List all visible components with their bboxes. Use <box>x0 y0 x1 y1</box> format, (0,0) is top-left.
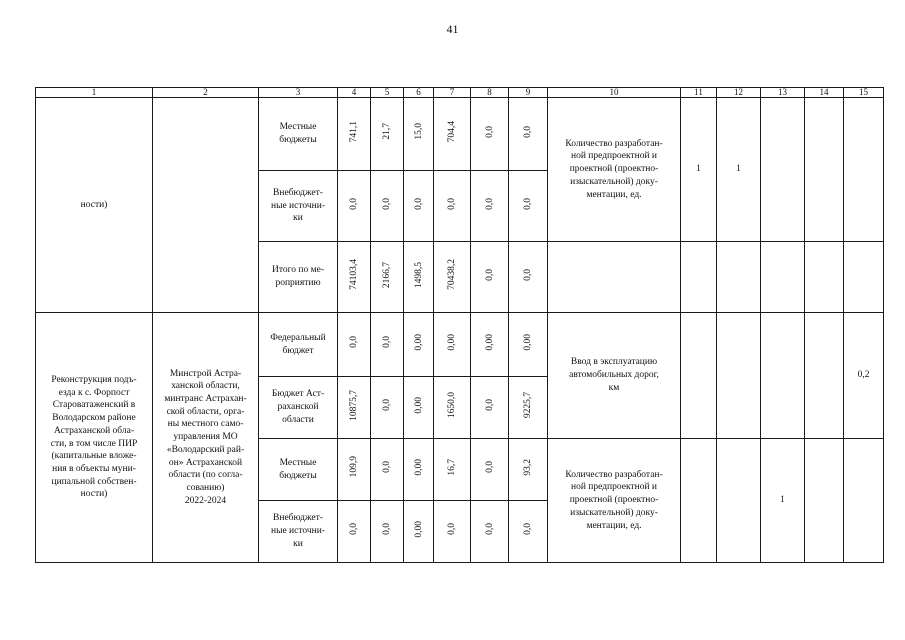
indicator-col15-cell <box>844 439 884 563</box>
value-text: 0,0 <box>349 336 359 349</box>
value-col6-cell <box>404 242 434 313</box>
value-col7-cell <box>434 377 471 439</box>
funding-source-line: бюджеты <box>279 135 317 145</box>
value-text: 2166,7 <box>382 261 392 288</box>
indicator-col12-cell: 1 <box>717 98 761 242</box>
funding-source-line: Местные <box>279 122 317 133</box>
funding-source-cell <box>259 98 338 171</box>
indicator-col11-cell: 1 <box>681 98 717 242</box>
value-text: 0,00 <box>447 333 457 351</box>
value-text: 74103,4 <box>349 259 359 291</box>
object-line: Володарском районе <box>52 413 136 424</box>
value-col4-cell <box>338 242 371 313</box>
indicator-col13-cell <box>761 313 805 439</box>
indicator-line: ной предпроектной и <box>571 482 657 493</box>
indicator-col11-cell <box>681 439 717 563</box>
value-col5-cell <box>371 313 404 377</box>
value-text: 0,0 <box>382 336 392 349</box>
funding-source-line: Бюджет Аст- <box>271 389 325 400</box>
object-line: ности) <box>80 199 108 210</box>
value-col7-cell <box>434 439 471 501</box>
indicator-col11-cell <box>681 313 717 439</box>
value-text: 0,00 <box>523 333 533 351</box>
value-text: 93,2 <box>523 458 533 476</box>
indicator-name-cell <box>548 242 681 313</box>
value-col9-cell <box>509 377 548 439</box>
value-text: 0,00 <box>413 396 424 414</box>
indicator-col14-cell <box>805 242 844 313</box>
value-col8-cell <box>471 242 509 313</box>
indicator-line: ментации, ед. <box>586 189 642 200</box>
indicator-col14-cell <box>805 439 844 563</box>
indicator-line: км <box>608 382 620 393</box>
object-cell <box>36 313 153 563</box>
header-cell: 1 <box>36 88 153 98</box>
funding-source-cell <box>259 313 338 377</box>
value-col9-cell <box>509 242 548 313</box>
indicator-line: Количество разработан- <box>565 469 663 480</box>
indicator-line: изыскательной) доку- <box>570 507 658 518</box>
funding-source-cell <box>259 501 338 563</box>
value-col8-cell <box>471 313 509 377</box>
value-text: 21,7 <box>382 123 392 140</box>
object-line: ципальной собствен- <box>51 476 137 487</box>
funding-source-line: области <box>282 414 314 425</box>
executor-cell <box>153 313 259 563</box>
value-col6-cell <box>404 501 434 563</box>
value-text: 0,0 <box>382 399 392 412</box>
executor-line: ны местного само- <box>167 419 244 430</box>
object-line: Реконструкция подъ- <box>51 374 137 385</box>
value-text: 16,7 <box>447 458 457 476</box>
program-table <box>35 87 884 563</box>
indicator-line: проектной (проектно- <box>569 164 659 175</box>
indicator-col15-cell <box>844 98 884 242</box>
value-col8-cell <box>471 439 509 501</box>
value-col5-cell <box>371 501 404 563</box>
value-col6-cell <box>404 439 434 501</box>
indicator-name-cell <box>548 98 681 242</box>
value-text: 15,0 <box>413 123 424 140</box>
indicator-col15-cell: 0,2 <box>844 313 884 439</box>
value-text: 9225,7 <box>523 392 533 419</box>
value-col8-cell <box>471 98 509 171</box>
value-col5-cell <box>371 98 404 171</box>
value-text: 1650,0 <box>447 392 457 419</box>
value-col9-cell <box>509 439 548 501</box>
value-text: 0,0 <box>349 523 359 536</box>
header-cell: 14 <box>805 88 844 98</box>
funding-source-line: ки <box>293 538 303 549</box>
value-text: 0,0 <box>447 523 457 536</box>
value-text: 704,4 <box>447 120 457 143</box>
object-cell <box>36 98 153 313</box>
indicator-line: изыскательной) доку- <box>570 176 658 187</box>
value-text: 0,0 <box>413 197 424 210</box>
value-col7-cell <box>434 313 471 377</box>
funding-source-cell <box>259 377 338 439</box>
value-text: 0,00 <box>484 333 495 351</box>
indicator-line: ментации, ед. <box>586 520 642 531</box>
value-text: 10875,7 <box>349 389 359 421</box>
executor-line: сованию) <box>186 482 225 493</box>
indicator-line: Ввод в эксплуатацию <box>570 357 658 368</box>
header-cell: 3 <box>259 88 338 98</box>
funding-source-line: Итого по ме- <box>271 265 325 276</box>
header-cell: 10 <box>548 88 681 98</box>
executor-line: Минстрой Астра- <box>169 368 242 379</box>
value-text: 0,0 <box>523 523 533 536</box>
executor-line: ханской области, <box>171 381 240 392</box>
funding-source-cell <box>259 439 338 501</box>
executor-line: «Володарский рай- <box>166 444 245 455</box>
indicator-col11-cell <box>681 242 717 313</box>
value-text: 741,1 <box>349 120 359 143</box>
value-text: 0,00 <box>413 458 424 476</box>
object-line: Астраханской обла- <box>53 425 135 436</box>
value-col5-cell <box>371 377 404 439</box>
executor-cell <box>153 98 259 313</box>
value-text: 0,0 <box>484 461 495 474</box>
indicator-line: проектной (проектно- <box>569 495 659 506</box>
funding-source-line: Внебюджет- <box>273 513 323 524</box>
header-cell: 7 <box>434 88 471 98</box>
value-col7-cell <box>434 171 471 242</box>
funding-source-cell <box>259 171 338 242</box>
executor-line: области (по согла- <box>168 470 243 481</box>
table-row <box>36 98 884 171</box>
object-line: ния в объекты муни- <box>52 463 136 474</box>
page-number: 41 <box>446 22 459 36</box>
funding-source-line: раханской <box>277 402 319 413</box>
value-col9-cell <box>509 98 548 171</box>
value-text: 0,0 <box>484 125 495 138</box>
header-cell: 9 <box>509 88 548 98</box>
indicator-name-cell <box>548 313 681 439</box>
indicator-line: ной предпроектной и <box>571 151 657 162</box>
value-text: 0,0 <box>382 523 392 536</box>
indicator-col12-cell <box>717 439 761 563</box>
object-line: сти, в том числе ПИР <box>50 438 138 449</box>
funding-source-line: бюджет <box>282 345 314 356</box>
value-col4-cell <box>338 313 371 377</box>
value-col6-cell <box>404 313 434 377</box>
indicator-col14-cell <box>805 313 844 439</box>
indicator-line: автомобильных дорог, <box>569 370 659 381</box>
executor-line: минтранс Астрахан- <box>164 394 247 405</box>
value-text: 0,00 <box>413 520 424 538</box>
value-col4-cell <box>338 377 371 439</box>
value-col8-cell <box>471 171 509 242</box>
value-text: 0,00 <box>413 333 424 351</box>
header-cell: 15 <box>844 88 884 98</box>
value-col4-cell <box>338 171 371 242</box>
value-text: 1498,5 <box>413 261 424 288</box>
value-text: 0,0 <box>484 523 495 536</box>
executor-line: 2022-2024 <box>184 495 227 506</box>
indicator-col13-cell <box>761 242 805 313</box>
value-col9-cell <box>509 313 548 377</box>
value-text: 0,0 <box>447 197 457 210</box>
value-col6-cell <box>404 98 434 171</box>
value-text: 0,0 <box>523 268 533 281</box>
header-cell: 11 <box>681 88 717 98</box>
header-cell: 6 <box>404 88 434 98</box>
value-text: 0,0 <box>523 197 533 210</box>
funding-source-line: Федеральный <box>270 332 326 343</box>
funding-source-cell <box>259 242 338 313</box>
value-text: 0,0 <box>523 125 533 138</box>
value-text: 70438,2 <box>447 259 457 291</box>
indicator-name-cell <box>548 439 681 563</box>
header-row <box>36 88 884 98</box>
funding-source-line: Местные <box>279 457 317 468</box>
value-col5-cell <box>371 439 404 501</box>
value-col9-cell <box>509 501 548 563</box>
value-text: 109,9 <box>349 456 359 478</box>
value-col6-cell <box>404 171 434 242</box>
funding-source-line: ки <box>293 213 303 224</box>
executor-line: ской области, орга- <box>166 406 245 417</box>
value-col5-cell <box>371 242 404 313</box>
header-cell: 13 <box>761 88 805 98</box>
header-cell: 5 <box>371 88 404 98</box>
header-cell: 8 <box>471 88 509 98</box>
value-text: 0,0 <box>484 399 495 412</box>
funding-source-line: ные источни- <box>271 526 325 537</box>
funding-source-line: Внебюджет- <box>273 187 323 198</box>
header-cell: 12 <box>717 88 761 98</box>
value-col4-cell <box>338 501 371 563</box>
indicator-col12-cell <box>717 313 761 439</box>
indicator-col13-cell: 1 <box>761 439 805 563</box>
value-col7-cell <box>434 501 471 563</box>
value-col6-cell <box>404 377 434 439</box>
indicator-col14-cell <box>805 98 844 242</box>
value-text: 0,0 <box>382 461 392 474</box>
value-text: 0,0 <box>484 268 495 281</box>
object-line: езда к с. Форпост <box>58 387 130 398</box>
executor-line: он» Астраханской <box>168 457 243 468</box>
value-col8-cell <box>471 501 509 563</box>
table-row <box>36 313 884 377</box>
indicator-col15-cell <box>844 242 884 313</box>
value-text: 0,0 <box>349 197 359 210</box>
value-col4-cell <box>338 439 371 501</box>
funding-source-line: роприятию <box>275 278 321 288</box>
value-col4-cell <box>338 98 371 171</box>
indicator-line: Количество разработан- <box>565 138 663 149</box>
value-col5-cell <box>371 171 404 242</box>
object-line: ности) <box>80 489 108 500</box>
indicator-col12-cell <box>717 242 761 313</box>
value-text: 0,0 <box>484 197 495 210</box>
executor-line: управления МО <box>173 432 238 443</box>
object-line: (капитальные вложе- <box>51 451 137 462</box>
value-col7-cell <box>434 98 471 171</box>
value-col9-cell <box>509 171 548 242</box>
value-col7-cell <box>434 242 471 313</box>
header-cell: 4 <box>338 88 371 98</box>
header-cell: 2 <box>153 88 259 98</box>
indicator-col13-cell <box>761 98 805 242</box>
value-text: 0,0 <box>382 197 392 210</box>
funding-source-line: ные источни- <box>271 200 325 211</box>
value-col8-cell <box>471 377 509 439</box>
funding-source-line: бюджеты <box>279 470 317 481</box>
object-line: Староватаженский в <box>52 400 136 411</box>
